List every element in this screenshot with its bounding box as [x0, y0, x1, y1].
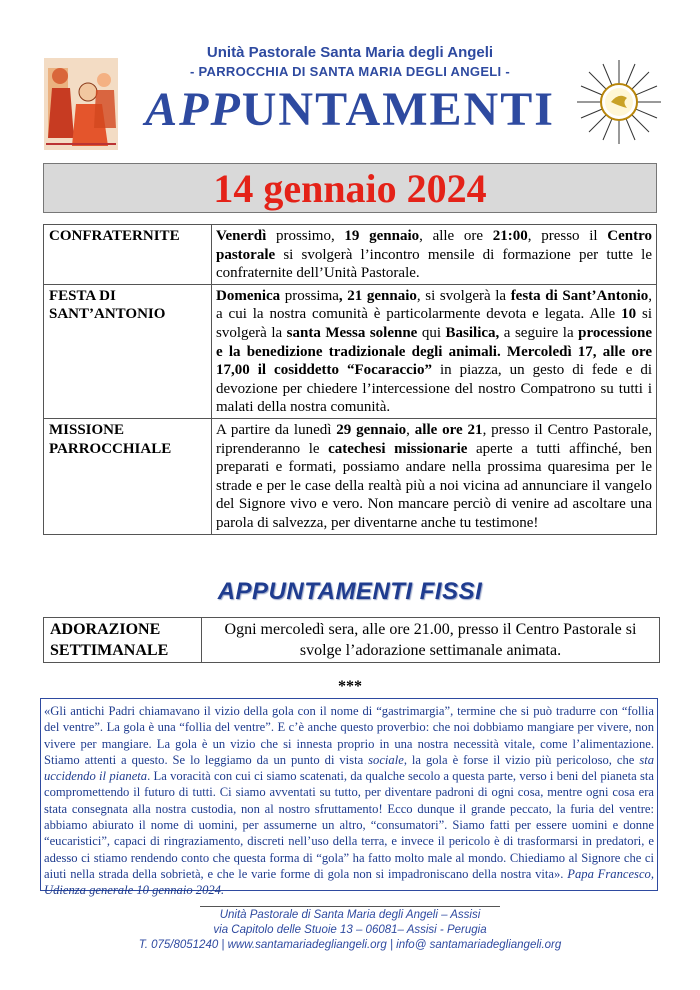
parish-unit-name: Unità Pastorale Santa Maria degli Angeli — [206, 44, 494, 61]
text-run: a seguire la — [499, 324, 579, 341]
text-run: Centro pastorale — [216, 228, 652, 263]
separator-stars: *** — [338, 678, 362, 695]
text-run: si svolgerà la — [216, 306, 652, 341]
fixed-appointments-table — [43, 617, 660, 663]
parish-name: - PARROCCHIA DI SANTA MARIA DEGLI ANGELI - — [189, 64, 510, 79]
event-label — [44, 284, 212, 418]
text-run: in piazza, un gesto di fede e di devozione per chiedere l’intercessione del nostro Compatrono su tutti i malati della nostra comunità. — [216, 362, 652, 416]
date-banner — [43, 163, 657, 213]
text-run: alle ore 21 — [414, 421, 483, 438]
text-run: festa di Sant’Antonio — [510, 287, 649, 304]
event-description — [212, 284, 657, 418]
text-run: 10 — [621, 306, 637, 323]
text-run: 21:00 — [492, 228, 528, 244]
event-label — [44, 418, 212, 534]
event-label-text: PARROCCHIALE — [49, 440, 172, 457]
text-run: catechesi missionarie — [328, 440, 468, 457]
table-row — [44, 284, 657, 418]
fixed-appointments-title: APPUNTAMENTI FISSI — [217, 578, 483, 605]
event-label-text: CONFRATERNITE — [49, 228, 180, 244]
text-run: , presso il Centro Pastorale, riprenderanno le — [216, 421, 653, 457]
text-run: A partire da lunedì — [216, 421, 337, 438]
text-run: Domenica — [216, 287, 281, 304]
text-run: santa Messa solenne — [286, 324, 418, 341]
table-row — [44, 618, 660, 663]
event-description — [212, 418, 657, 534]
page-title — [0, 82, 700, 137]
footer-divider — [200, 906, 500, 907]
event-description — [212, 225, 657, 285]
text-run: , presso il — [527, 228, 608, 244]
page-title-rest: UNTAMENTI — [241, 83, 555, 136]
text-run: prossima — [280, 287, 339, 304]
events-table — [43, 224, 657, 535]
quote-text: sociale — [368, 752, 404, 767]
table-row — [44, 225, 657, 285]
text-run: , alle ore — [419, 228, 493, 244]
text-run: processione e la benedizione tradizionale degli animali. Mercoledì 17, alle ore 17,00 il cosiddetto “Focaraccio” — [216, 324, 653, 379]
date-text: 14 gennaio 2024 — [213, 166, 487, 211]
event-label-text: FESTA DI — [49, 287, 116, 304]
event-label — [44, 225, 212, 285]
quote-text: , la gola è forse il vizio più pericoloso, che — [403, 752, 640, 767]
text-run: aperte a tutti affinché, ben preparati e formati, possiamo andare nella prossima quaresima per le strade e per le case della realtà più a noi vicina ad annunciare il vangelo del Signore vivo e vero. Non mancare perciò di venire ad ascoltare una parola di salvezza, per diventarne anche tu testimone! — [216, 440, 652, 531]
text-run: , si svolgerà la — [416, 287, 511, 304]
quote-text: «Gli antichi Padri chiamavano il vizio della gola con il nome di “gastrimargia”, termine che si può tradurre con “follia del ventre”. La gola è una “follia del ventre”. E c’è anche questo proverbio: che noi dobbiamo mangiare per vivere, non vivere per mangiare. La gola è un vizio che si innesta proprio in una nostra necessità vitale, come l’alimentazione. Stiamo attenti a questo. Se lo leggiamo da un punto di vista — [44, 704, 654, 767]
fixed-label-text: SETTIMANALE — [50, 642, 169, 659]
fixed-description: Ogni mercoledì sera, alle ore 21.00, presso il Centro Pastorale si svolge l’adorazione settimanale animata. — [202, 618, 660, 663]
text-run: , — [406, 421, 415, 438]
event-label-text: SANT’ANTONIO — [49, 306, 166, 323]
text-run: 29 gennaio — [336, 421, 407, 438]
footer-contacts: T. 075/8051240 | www.santamariadegliangeli.org | info@ santamariadegliangeli.org — [138, 939, 562, 951]
pope-quote — [40, 698, 658, 898]
fixed-label — [44, 618, 202, 663]
text-run: , a cui la nostra comunità è particolarmente devota e legata. Alle — [216, 287, 652, 323]
page-title-prefix: APP — [145, 83, 242, 136]
text-run: prossimo, — [266, 228, 345, 244]
text-run: si svolgerà l’incontro mensile di formazione per tutte le confraternite dell’Unità Pastorale. — [216, 246, 652, 282]
footer-address-line1: Unità Pastorale di Santa Maria degli Angeli – Assisi — [219, 909, 481, 921]
text-run: 19 gennaio — [344, 228, 420, 244]
quote-text: sta uccidendo il pianeta — [44, 752, 655, 784]
quote-source: Papa Francesco, Udienza generale 10 gennaio 2024. — [44, 866, 654, 898]
text-run: Basilica, — [445, 324, 500, 341]
footer-address-line2: via Capitolo delle Stuoie 13 – 06081– Assisi - Perugia — [213, 924, 487, 936]
text-run: Venerdì — [216, 228, 267, 244]
fixed-label-text: ADORAZIONE — [50, 621, 161, 638]
text-run: , 21 gennaio — [338, 287, 417, 304]
event-label-text: MISSIONE — [49, 421, 125, 438]
text-run: qui — [417, 324, 446, 341]
quote-text: . La voracità con cui ci siamo scatenati, da qualche secolo a questa parte, verso i beni del pianeta sta compromettendo il futuro di tutti. Ci siamo avventati su tutto, per diventare padroni di ogni cosa, mentre ogni cosa era stata consegnata alla nostra custodia, non al nostro sfruttamento! Ecco dunque il grande peccato, la furia del ventre: abbiamo abiurato il nome di uomini, per assumerne un altro, “consumatori”. Siamo fatti per essere uomini e donne “eucaristici”, capaci di ringraziamento, discreti nell’uso della terra, e invece il pericolo è di trasformarsi in predatori, e adesso ci stiamo rendendo conto che questa forma di “gola” ha fatto molto male al mondo. Chiediamo al Signore che ci aiuti nella strada della sobrietà, e che le varie forme di gola non si impadroniscano della nostra vita». — [44, 769, 654, 881]
table-row — [44, 418, 657, 534]
